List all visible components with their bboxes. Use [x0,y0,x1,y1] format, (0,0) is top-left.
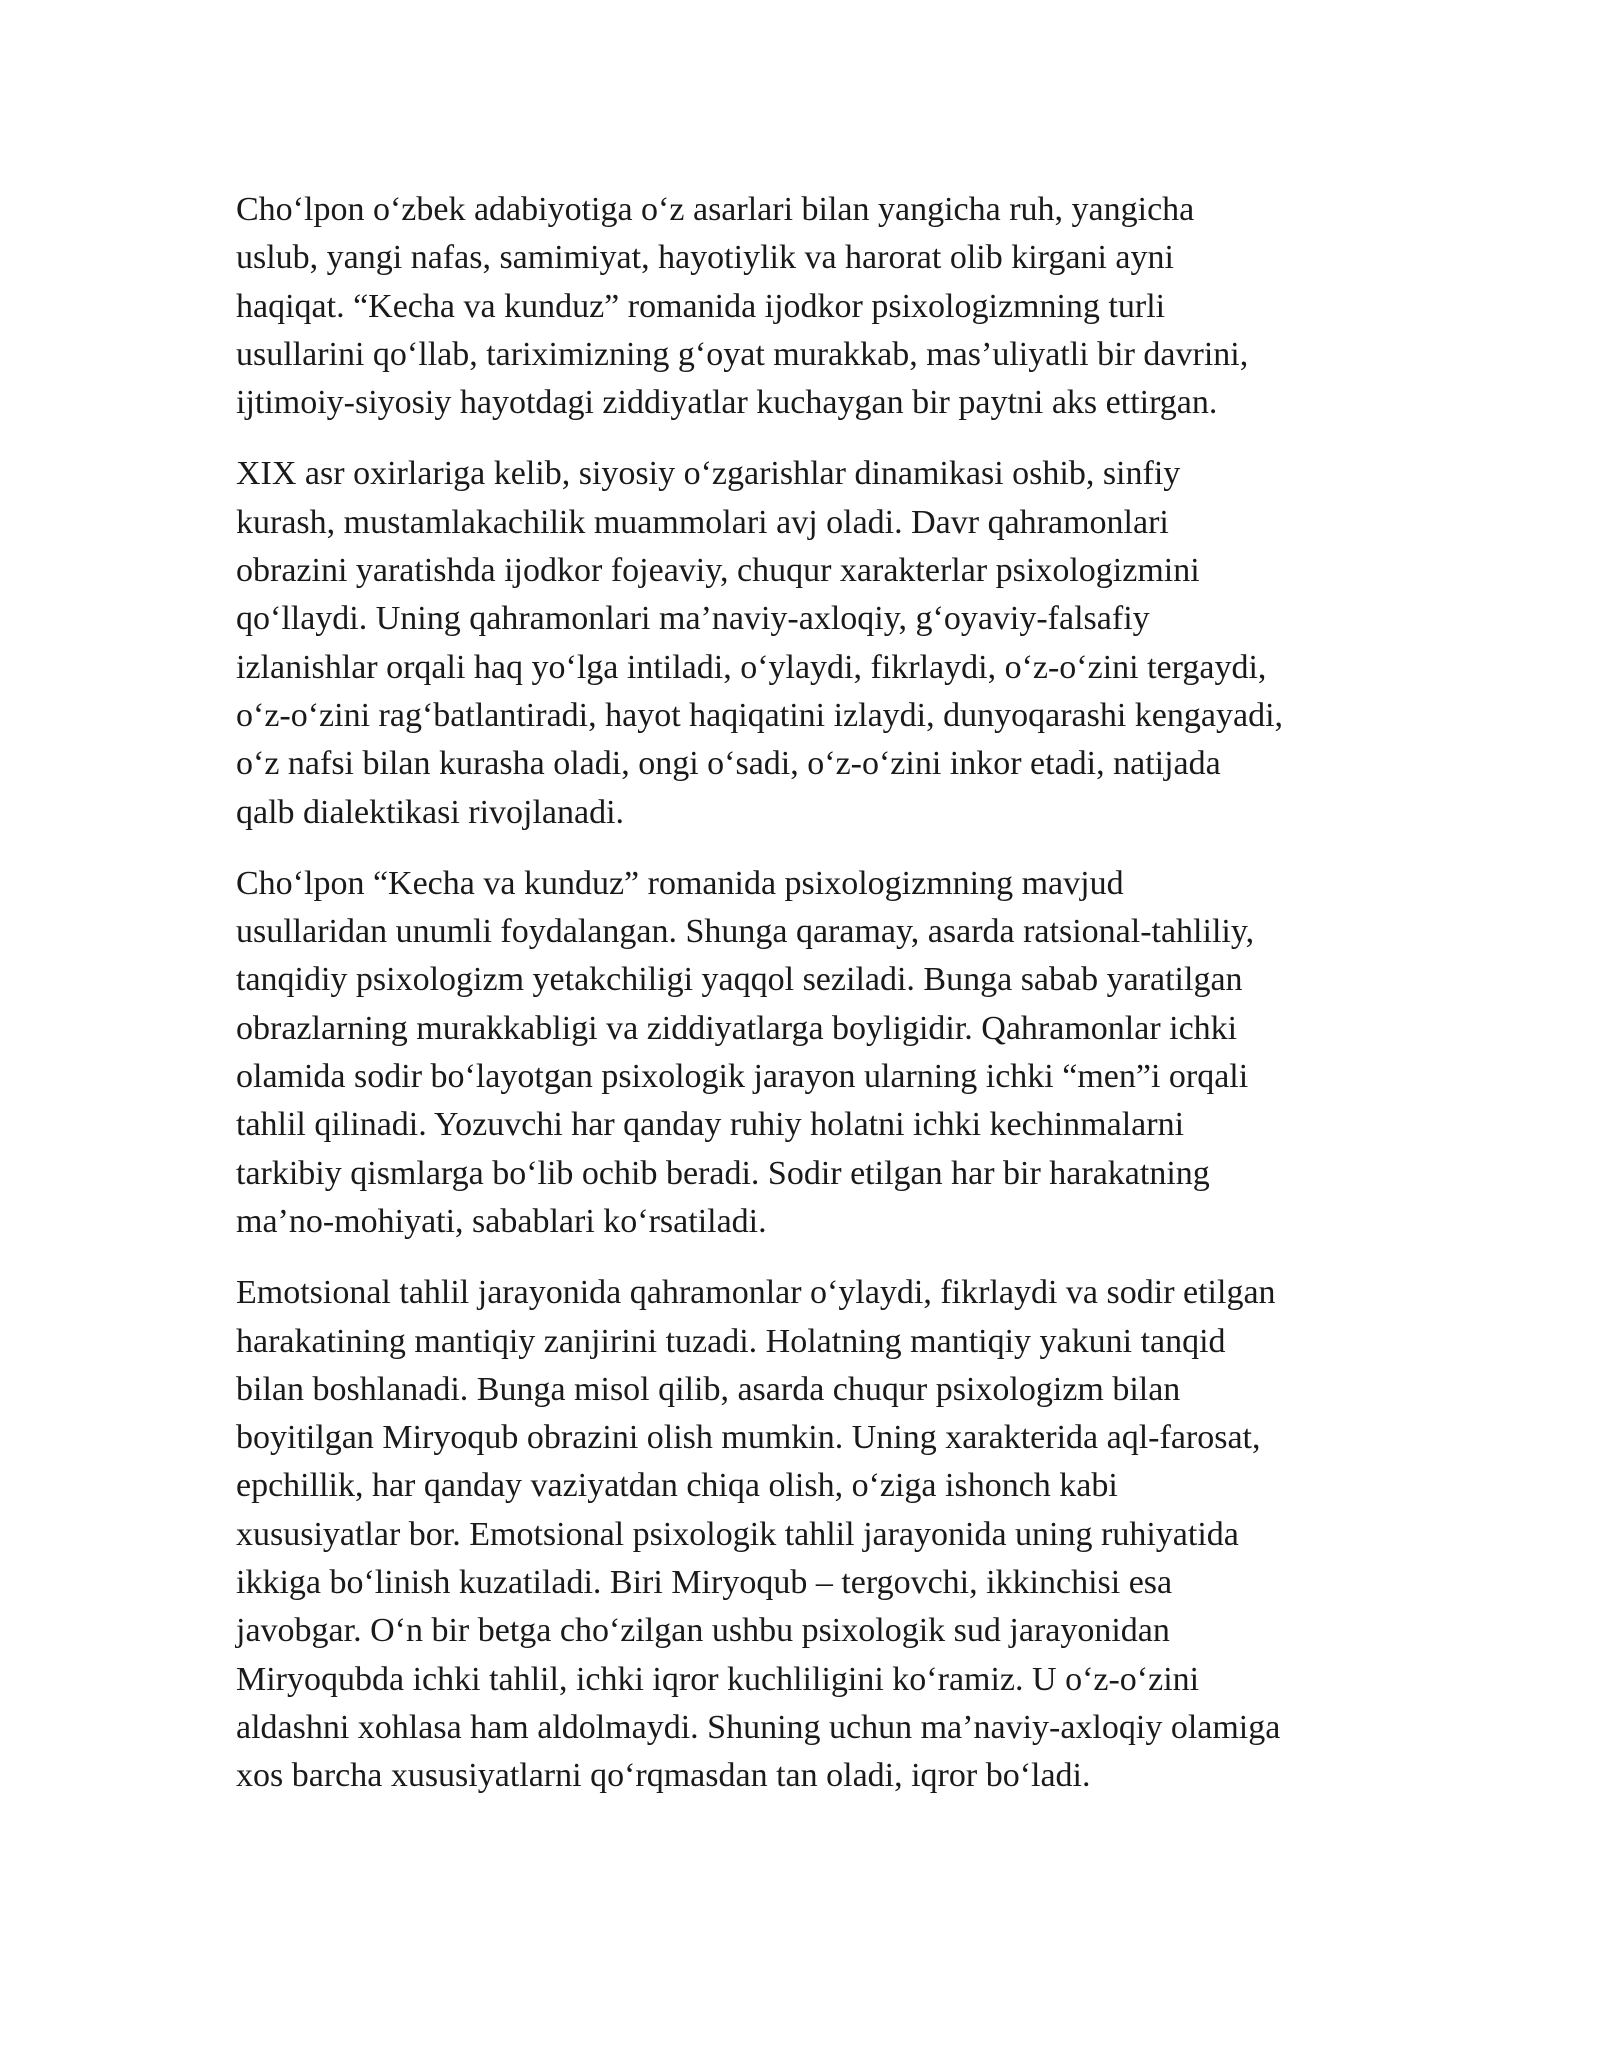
paragraph-1: Cho‘lpon o‘zbek adabiyotiga o‘z asarlari bilan yangicha ruh, yangicha uslub, yangi nafas, samimiyat, hayotiylik va harorat olib kirgani ayni haqiqat. “Kecha va kunduz” romanida ijodkor psixologizmning turli usullarini qo‘llab, tariximizning g‘oyat murakkab, mas’uliyatli bir davrini, ijtimoiy-siyosiy hayotdagi ziddiyatlar kuchaygan bir paytni aks ettirgan. [236,191,1249,422]
paragraph-2: XIX asr oxirlariga kelib, siyosiy o‘zgarishlar dinamikasi oshib, sinfiy kurash, mustamlakachilik muammolari avj oladi. Davr qahramonlari obrazini yaratishda ijodkor fojeaviy, chuqur xarakterlar psixologizmini qo‘llaydi. Uning qahramonlari ma’naviy-axloqiy, g‘oyaviy-falsafiy izlanishlar orqali haq yo‘lga intiladi, o‘ylaydi, fikrlaydi, o‘z-o‘zini tergaydi, o‘z-o‘zini rag‘batlantiradi, hayot haqiqatini izlaydi, dunyoqarashi kengayadi, o‘z nafsi bilan kurasha oladi, ongi o‘sadi, o‘z-o‘zini inkor etadi, natijada qalb dialektikasi rivojlanadi. [236,455,1284,831]
paragraph-4: Emotsional tahlil jarayonida qahramonlar o‘ylaydi, fikrlaydi va sodir etilgan harakatining mantiqiy zanjirini tuzadi. Holatning mantiqiy yakuni tanqid bilan boshlanadi. Bunga misol qilib, asarda chuqur psixologizm bilan boyitilgan Miryoqub obrazini olish mumkin. Uning xarakterida aql-farosat, epchillik, har qanday vaziyatdan chiqa olish, o‘ziga ishonch kabi xususiyatlar bor. Emotsional psixologik tahlil jarayonida uning ruhiyatida ikkiga bo‘linish kuzatiladi. Biri Miryoqub – tergovchi, ikkinchisi esa javobgar. O‘n bir betga cho‘zilgan ushbu psixologik sud jarayonidan Miryoqubda ichki tahlil, ichki iqror kuchliligini ko‘ramiz. U o‘z-o‘zini aldashni xohlasa ham aldolmaydi. Shuning uchun ma’naviy-axloqiy olamiga xos barcha xususiyatlarni qo‘rqmasdan tan oladi, iqror bo‘ladi. [236,1274,1281,1795]
body-text [236,186,1380,1801]
paragraph-3: Cho‘lpon “Kecha va kunduz” romanida psixologizmning mavjud usullaridan unumli foydalangan. Shunga qaramay, asarda ratsional-tahliliy, tanqidiy psixologizm yetakchiligi yaqqol seziladi. Bunga sabab yaratilgan obrazlarning murakkabligi va ziddiyatlarga boyligidir. Qahramonlar ichki olamida sodir bo‘layotgan psixologik jarayon ularning ichki “men”i orqali tahlil qilinadi. Yozuvchi har qanday ruhiy holatni ichki kechinmalarni tarkibiy qismlarga bo‘lib ochib beradi. Sodir etilgan har bir harakatning ma’no-mohiyati, sabablari ko‘rsatiladi. [236,864,1255,1240]
